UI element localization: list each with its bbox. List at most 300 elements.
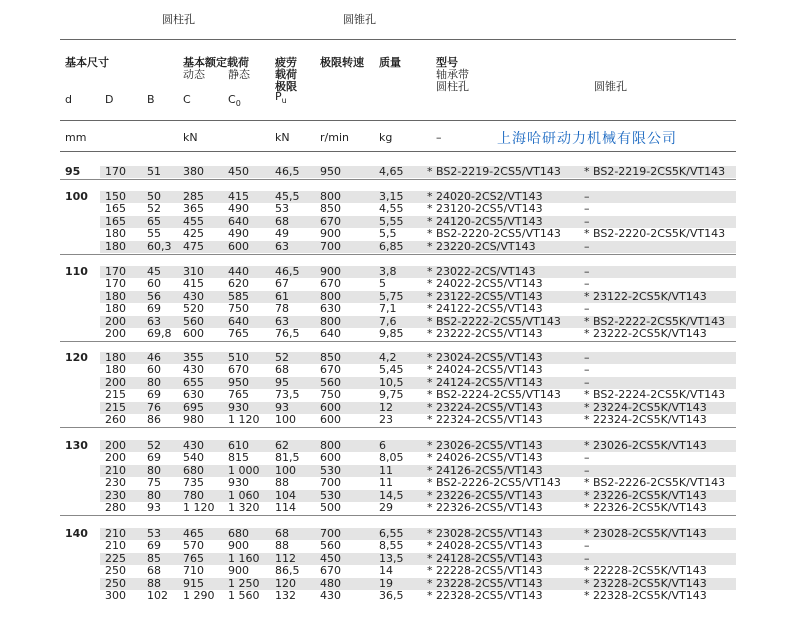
- cell-D: 200: [105, 314, 126, 328]
- cell-B: 69: [147, 451, 161, 465]
- cell-C: 520: [183, 302, 204, 316]
- cell-C0: 600: [228, 239, 249, 253]
- cell-D: 230: [105, 476, 126, 490]
- symbol-C: C: [183, 93, 191, 106]
- cell-C0: 1 060: [228, 488, 260, 502]
- header-fatigue-1: 疲劳: [275, 56, 297, 69]
- cell-D: 260: [105, 413, 126, 426]
- cell-Pu: 53: [275, 202, 289, 216]
- cell-Pu: 100: [275, 463, 296, 477]
- cell-tap: * 23222-2CS5K/VT143: [584, 327, 707, 340]
- cell-speed: 850: [320, 202, 341, 216]
- cell-cyl: * BS2-2224-2CS5/VT143: [427, 388, 561, 402]
- cell-D: 170: [105, 165, 126, 178]
- cell-Pu: 45,5: [275, 190, 300, 203]
- cell-Pu: 104: [275, 488, 296, 502]
- cell-C: 415: [183, 277, 204, 291]
- cell-cyl: * 23226-2CS5/VT143: [427, 488, 543, 502]
- cell-cyl: * 23120-2CS5/VT143: [427, 202, 543, 216]
- cell-Pu: 86,5: [275, 564, 300, 578]
- cell-speed: 670: [320, 277, 341, 291]
- cell-C: 735: [183, 476, 204, 490]
- cell-B: 80: [147, 375, 161, 389]
- cell-C0: 510: [228, 351, 249, 364]
- cell-B: 88: [147, 576, 161, 590]
- cell-C: 1 120: [183, 501, 215, 514]
- cell-tap: –: [584, 463, 590, 477]
- cell-C: 1 290: [183, 589, 215, 602]
- group-divider: [60, 427, 736, 428]
- cell-B: 50: [147, 190, 161, 203]
- cell-Pu: 68: [275, 363, 289, 377]
- cell-C0: 490: [228, 202, 249, 216]
- header-basic-dims: 基本尺寸: [65, 56, 109, 69]
- cell-C: 465: [183, 527, 204, 540]
- unit-rmin: r/min: [320, 131, 349, 144]
- cell-tap: * BS2-2220-2CS5K/VT143: [584, 227, 726, 241]
- cell-speed: 450: [320, 551, 341, 565]
- cell-D: 180: [105, 351, 126, 364]
- cell-mass: 6,85: [379, 239, 404, 253]
- header-cyl-bore: 圆柱孔: [436, 80, 469, 93]
- cell-tap: * 23226-2CS5K/VT143: [584, 488, 707, 502]
- cell-speed: 900: [320, 265, 341, 278]
- cell-Pu: 120: [275, 576, 296, 590]
- cell-C0: 415: [228, 190, 249, 203]
- cell-C0: 450: [228, 165, 249, 178]
- cell-Pu: 67: [275, 277, 289, 291]
- cell-cyl: * 24122-2CS5/VT143: [427, 302, 543, 316]
- cell-speed: 670: [320, 363, 341, 377]
- header-fatigue-3: 极限: [275, 80, 297, 93]
- cell-cyl: * 23220-2CS/VT143: [427, 239, 536, 253]
- unit-kn-fatigue: kN: [275, 131, 290, 144]
- cell-C: 655: [183, 375, 204, 389]
- cell-C0: 1 160: [228, 551, 260, 565]
- cell-tap: * BS2-2219-2CS5K/VT143: [584, 165, 726, 178]
- cell-mass: 4,2: [379, 351, 397, 364]
- cell-Pu: 132: [275, 589, 296, 602]
- cell-speed: 530: [320, 463, 341, 477]
- cell-D: 200: [105, 327, 126, 340]
- cell-tap: * 22228-2CS5K/VT143: [584, 564, 707, 578]
- cell-C0: 640: [228, 314, 249, 328]
- cell-tap: –: [584, 302, 590, 316]
- top-label-cylindrical: 圆柱孔: [162, 13, 195, 26]
- cell-D: 180: [105, 289, 126, 303]
- cell-mass: 5,45: [379, 363, 404, 377]
- cell-C: 540: [183, 451, 204, 465]
- cell-Pu: 73,5: [275, 388, 300, 402]
- group-bore-d: 120: [65, 351, 88, 364]
- cell-D: 300: [105, 589, 126, 602]
- cell-C: 285: [183, 190, 204, 203]
- cell-Pu: 63: [275, 239, 289, 253]
- cell-tap: –: [584, 451, 590, 465]
- cell-Pu: 95: [275, 375, 289, 389]
- cell-B: 75: [147, 476, 161, 490]
- cell-C0: 1 120: [228, 413, 260, 426]
- cell-C0: 490: [228, 227, 249, 241]
- cell-speed: 700: [320, 476, 341, 490]
- cell-tap: –: [584, 190, 590, 203]
- top-label-tapered: 圆锥孔: [343, 13, 376, 26]
- cell-C0: 900: [228, 564, 249, 578]
- cell-cyl: * 24120-2CS5/VT143: [427, 214, 543, 228]
- cell-C: 765: [183, 551, 204, 565]
- cell-mass: 5,75: [379, 289, 404, 303]
- cell-speed: 800: [320, 289, 341, 303]
- cell-speed: 900: [320, 227, 341, 241]
- cell-C: 355: [183, 351, 204, 364]
- group-divider: [60, 179, 736, 180]
- group-divider: [60, 341, 736, 342]
- cell-mass: 11: [379, 463, 393, 477]
- group-bore-d: 110: [65, 265, 88, 278]
- cell-cyl: * BS2-2220-2CS5/VT143: [427, 227, 561, 241]
- cell-tap: –: [584, 363, 590, 377]
- cell-C: 430: [183, 363, 204, 377]
- cell-C: 380: [183, 165, 204, 178]
- cell-cyl: * 23122-2CS5/VT143: [427, 289, 543, 303]
- cell-D: 180: [105, 227, 126, 241]
- cell-B: 68: [147, 564, 161, 578]
- group-divider: [60, 254, 736, 255]
- cell-D: 280: [105, 501, 126, 514]
- cell-C0: 620: [228, 277, 249, 291]
- cell-speed: 800: [320, 439, 341, 452]
- cell-C: 455: [183, 214, 204, 228]
- cell-speed: 850: [320, 351, 341, 364]
- cell-cyl: * BS2-2226-2CS5/VT143: [427, 476, 561, 490]
- cell-B: 52: [147, 202, 161, 216]
- cell-cyl: * 22228-2CS5/VT143: [427, 564, 543, 578]
- header-basic-load: 基本额定载荷: [183, 56, 249, 69]
- cell-D: 180: [105, 302, 126, 316]
- cell-tap: * BS2-2222-2CS5K/VT143: [584, 314, 726, 328]
- cell-Pu: 93: [275, 400, 289, 414]
- cell-C: 430: [183, 289, 204, 303]
- cell-D: 200: [105, 439, 126, 452]
- cell-Pu: 68: [275, 527, 289, 540]
- cell-mass: 4,55: [379, 202, 404, 216]
- cell-D: 180: [105, 239, 126, 253]
- header-bearing-with: 轴承带: [436, 68, 469, 81]
- symbol-B: B: [147, 93, 155, 106]
- cell-C: 980: [183, 413, 204, 426]
- cell-B: 46: [147, 351, 161, 364]
- cell-cyl: * 24022-2CS5/VT143: [427, 277, 543, 291]
- cell-Pu: 62: [275, 439, 289, 452]
- cell-B: 76: [147, 400, 161, 414]
- cell-C0: 610: [228, 439, 249, 452]
- symbol-Pu: $P_u$: [275, 90, 287, 106]
- cell-mass: 9,85: [379, 327, 404, 340]
- group-bore-d: 140: [65, 527, 88, 540]
- cell-cyl: * 23022-2CS/VT143: [427, 265, 536, 278]
- cell-speed: 530: [320, 488, 341, 502]
- cell-cyl: * 24024-2CS5/VT143: [427, 363, 543, 377]
- cell-tap: –: [584, 375, 590, 389]
- cell-mass: 29: [379, 501, 393, 514]
- cell-speed: 560: [320, 539, 341, 553]
- cell-cyl: * 24026-2CS5/VT143: [427, 451, 543, 465]
- cell-Pu: 78: [275, 302, 289, 316]
- header-mass: 质量: [379, 56, 401, 69]
- cell-C: 570: [183, 539, 204, 553]
- cell-Pu: 49: [275, 227, 289, 241]
- cell-cyl: * 22326-2CS5/VT143: [427, 501, 543, 514]
- cell-tap: –: [584, 214, 590, 228]
- cell-D: 200: [105, 375, 126, 389]
- cell-B: 60,3: [147, 239, 172, 253]
- cell-D: 215: [105, 400, 126, 414]
- cell-C: 630: [183, 388, 204, 402]
- cell-mass: 5,5: [379, 227, 397, 241]
- cell-B: 60: [147, 277, 161, 291]
- watermark-company: 上海哈研动力机械有限公司: [497, 131, 677, 147]
- cell-Pu: 100: [275, 413, 296, 426]
- cell-mass: 5,55: [379, 214, 404, 228]
- cell-Pu: 88: [275, 476, 289, 490]
- cell-D: 250: [105, 576, 126, 590]
- cell-D: 230: [105, 488, 126, 502]
- cell-cyl: * 23228-2CS5/VT143: [427, 576, 543, 590]
- cell-mass: 3,15: [379, 190, 404, 203]
- cell-C0: 950: [228, 375, 249, 389]
- cell-C0: 765: [228, 388, 249, 402]
- symbol-C0: $C_0$: [228, 93, 241, 109]
- cell-cyl: * 23024-2CS5/VT143: [427, 351, 543, 364]
- cell-tap: * 23028-2CS5K/VT143: [584, 527, 707, 540]
- group-bore-d: 130: [65, 439, 88, 452]
- cell-speed: 560: [320, 375, 341, 389]
- cell-C: 475: [183, 239, 204, 253]
- cell-speed: 750: [320, 388, 341, 402]
- cell-B: 65: [147, 214, 161, 228]
- cell-mass: 23: [379, 413, 393, 426]
- cell-Pu: 46,5: [275, 265, 300, 278]
- cell-cyl: * 23224-2CS5/VT143: [427, 400, 543, 414]
- cell-B: 69,8: [147, 327, 172, 340]
- cell-C0: 900: [228, 539, 249, 553]
- symbol-d: d: [65, 93, 72, 106]
- cell-C0: 670: [228, 363, 249, 377]
- header-limit-speed: 极限转速: [320, 56, 364, 69]
- cell-C: 365: [183, 202, 204, 216]
- unit-mm: mm: [65, 131, 87, 144]
- cell-D: 215: [105, 388, 126, 402]
- cell-mass: 13,5: [379, 551, 404, 565]
- cell-tap: –: [584, 202, 590, 216]
- cell-speed: 600: [320, 400, 341, 414]
- cell-D: 170: [105, 265, 126, 278]
- cell-tap: * 23228-2CS5K/VT143: [584, 576, 707, 590]
- cell-C: 780: [183, 488, 204, 502]
- cell-mass: 8,05: [379, 451, 404, 465]
- cell-speed: 640: [320, 327, 341, 340]
- cell-D: 170: [105, 277, 126, 291]
- cell-B: 53: [147, 527, 161, 540]
- cell-tap: * 23026-2CS5K/VT143: [584, 439, 707, 452]
- cell-speed: 430: [320, 589, 341, 602]
- cell-speed: 700: [320, 527, 341, 540]
- cell-D: 200: [105, 451, 126, 465]
- cell-B: 60: [147, 363, 161, 377]
- cell-C0: 930: [228, 400, 249, 414]
- cell-B: 93: [147, 501, 161, 514]
- cell-mass: 8,55: [379, 539, 404, 553]
- header-static: 静态: [228, 68, 250, 81]
- cell-C: 915: [183, 576, 204, 590]
- cell-Pu: 46,5: [275, 165, 300, 178]
- cell-cyl: * 23028-2CS5/VT143: [427, 527, 543, 540]
- cell-C: 695: [183, 400, 204, 414]
- cell-mass: 3,8: [379, 265, 397, 278]
- cell-C0: 585: [228, 289, 249, 303]
- cell-mass: 12: [379, 400, 393, 414]
- cell-Pu: 81,5: [275, 451, 300, 465]
- cell-C: 310: [183, 265, 204, 278]
- cell-Pu: 88: [275, 539, 289, 553]
- unit-kn-load: kN: [183, 131, 198, 144]
- cell-mass: 4,65: [379, 165, 404, 178]
- cell-C: 560: [183, 314, 204, 328]
- cell-B: 51: [147, 165, 161, 178]
- cell-C: 425: [183, 227, 204, 241]
- cell-B: 69: [147, 302, 161, 316]
- cell-C: 680: [183, 463, 204, 477]
- cell-mass: 11: [379, 476, 393, 490]
- cell-D: 210: [105, 463, 126, 477]
- cell-tap: –: [584, 277, 590, 291]
- cell-D: 180: [105, 363, 126, 377]
- cell-tap: * 22326-2CS5K/VT143: [584, 501, 707, 514]
- unit-kg: kg: [379, 131, 393, 144]
- cell-mass: 7,1: [379, 302, 397, 316]
- cell-C0: 1 560: [228, 589, 260, 602]
- cell-C0: 815: [228, 451, 249, 465]
- cell-mass: 14,5: [379, 488, 404, 502]
- cell-mass: 6,55: [379, 527, 404, 540]
- cell-speed: 800: [320, 314, 341, 328]
- cell-B: 86: [147, 413, 161, 426]
- cell-tap: –: [584, 351, 590, 364]
- cell-C: 710: [183, 564, 204, 578]
- cell-cyl: * 23026-2CS5/VT143: [427, 439, 543, 452]
- cell-D: 225: [105, 551, 126, 565]
- cell-mass: 10,5: [379, 375, 404, 389]
- cell-C0: 1 250: [228, 576, 260, 590]
- cell-mass: 36,5: [379, 589, 404, 602]
- cell-D: 210: [105, 539, 126, 553]
- cell-mass: 9,75: [379, 388, 404, 402]
- cell-tap: * BS2-2226-2CS5K/VT143: [584, 476, 726, 490]
- cell-Pu: 61: [275, 289, 289, 303]
- header-top-rule: [60, 39, 736, 40]
- cell-speed: 670: [320, 564, 341, 578]
- cell-B: 45: [147, 265, 161, 278]
- group-divider: [60, 515, 736, 516]
- cell-B: 69: [147, 539, 161, 553]
- cell-B: 56: [147, 289, 161, 303]
- cell-Pu: 63: [275, 314, 289, 328]
- cell-speed: 630: [320, 302, 341, 316]
- cell-B: 85: [147, 551, 161, 565]
- cell-mass: 7,6: [379, 314, 397, 328]
- cell-Pu: 114: [275, 501, 296, 514]
- cell-B: 102: [147, 589, 168, 602]
- cell-speed: 600: [320, 413, 341, 426]
- cell-tap: –: [584, 265, 590, 278]
- cell-B: 55: [147, 227, 161, 241]
- header-designation: 型号: [436, 56, 458, 69]
- cell-C0: 640: [228, 214, 249, 228]
- cell-C0: 1 320: [228, 501, 260, 514]
- cell-tap: –: [584, 239, 590, 253]
- cell-cyl: * 24028-2CS5/VT143: [427, 539, 543, 553]
- group-bore-d: 95: [65, 165, 81, 178]
- cell-B: 80: [147, 463, 161, 477]
- cell-D: 150: [105, 190, 126, 203]
- cell-cyl: * 24126-2CS5/VT143: [427, 463, 543, 477]
- cell-cyl: * 23222-2CS5/VT143: [427, 327, 543, 340]
- cell-speed: 800: [320, 190, 341, 203]
- cell-C0: 750: [228, 302, 249, 316]
- cell-C0: 680: [228, 527, 249, 540]
- cell-B: 52: [147, 439, 161, 452]
- cell-C: 600: [183, 327, 204, 340]
- cell-mass: 5: [379, 277, 386, 291]
- cell-D: 165: [105, 202, 126, 216]
- unit-dash: –: [436, 131, 442, 144]
- cell-C0: 765: [228, 327, 249, 340]
- cell-speed: 480: [320, 576, 341, 590]
- cell-tap: * BS2-2224-2CS5K/VT143: [584, 388, 726, 402]
- cell-D: 210: [105, 527, 126, 540]
- cell-tap: –: [584, 551, 590, 565]
- cell-tap: –: [584, 539, 590, 553]
- cell-cyl: * BS2-2222-2CS5/VT143: [427, 314, 561, 328]
- cell-mass: 14: [379, 564, 393, 578]
- cell-C0: 930: [228, 476, 249, 490]
- cell-cyl: * 24128-2CS5/VT143: [427, 551, 543, 565]
- cell-tap: * 23224-2CS5K/VT143: [584, 400, 707, 414]
- cell-cyl: * 24124-2CS5/VT143: [427, 375, 543, 389]
- cell-Pu: 52: [275, 351, 289, 364]
- cell-Pu: 68: [275, 214, 289, 228]
- cell-B: 80: [147, 488, 161, 502]
- cell-B: 69: [147, 388, 161, 402]
- cell-Pu: 76,5: [275, 327, 300, 340]
- cell-speed: 600: [320, 451, 341, 465]
- header-mid-rule: [60, 120, 736, 121]
- cell-cyl: * 24020-2CS2/VT143: [427, 190, 543, 203]
- cell-B: 63: [147, 314, 161, 328]
- cell-speed: 950: [320, 165, 341, 178]
- cell-C0: 440: [228, 265, 249, 278]
- cell-cyl: * BS2-2219-2CS5/VT143: [427, 165, 561, 178]
- cell-C: 430: [183, 439, 204, 452]
- cell-speed: 700: [320, 239, 341, 253]
- header-fatigue-2: 载荷: [275, 68, 297, 81]
- cell-Pu: 112: [275, 551, 296, 565]
- group-bore-d: 100: [65, 190, 88, 203]
- cell-speed: 670: [320, 214, 341, 228]
- cell-tap: * 22324-2CS5K/VT143: [584, 413, 707, 426]
- symbol-D: D: [105, 93, 114, 106]
- cell-C0: 1 000: [228, 463, 260, 477]
